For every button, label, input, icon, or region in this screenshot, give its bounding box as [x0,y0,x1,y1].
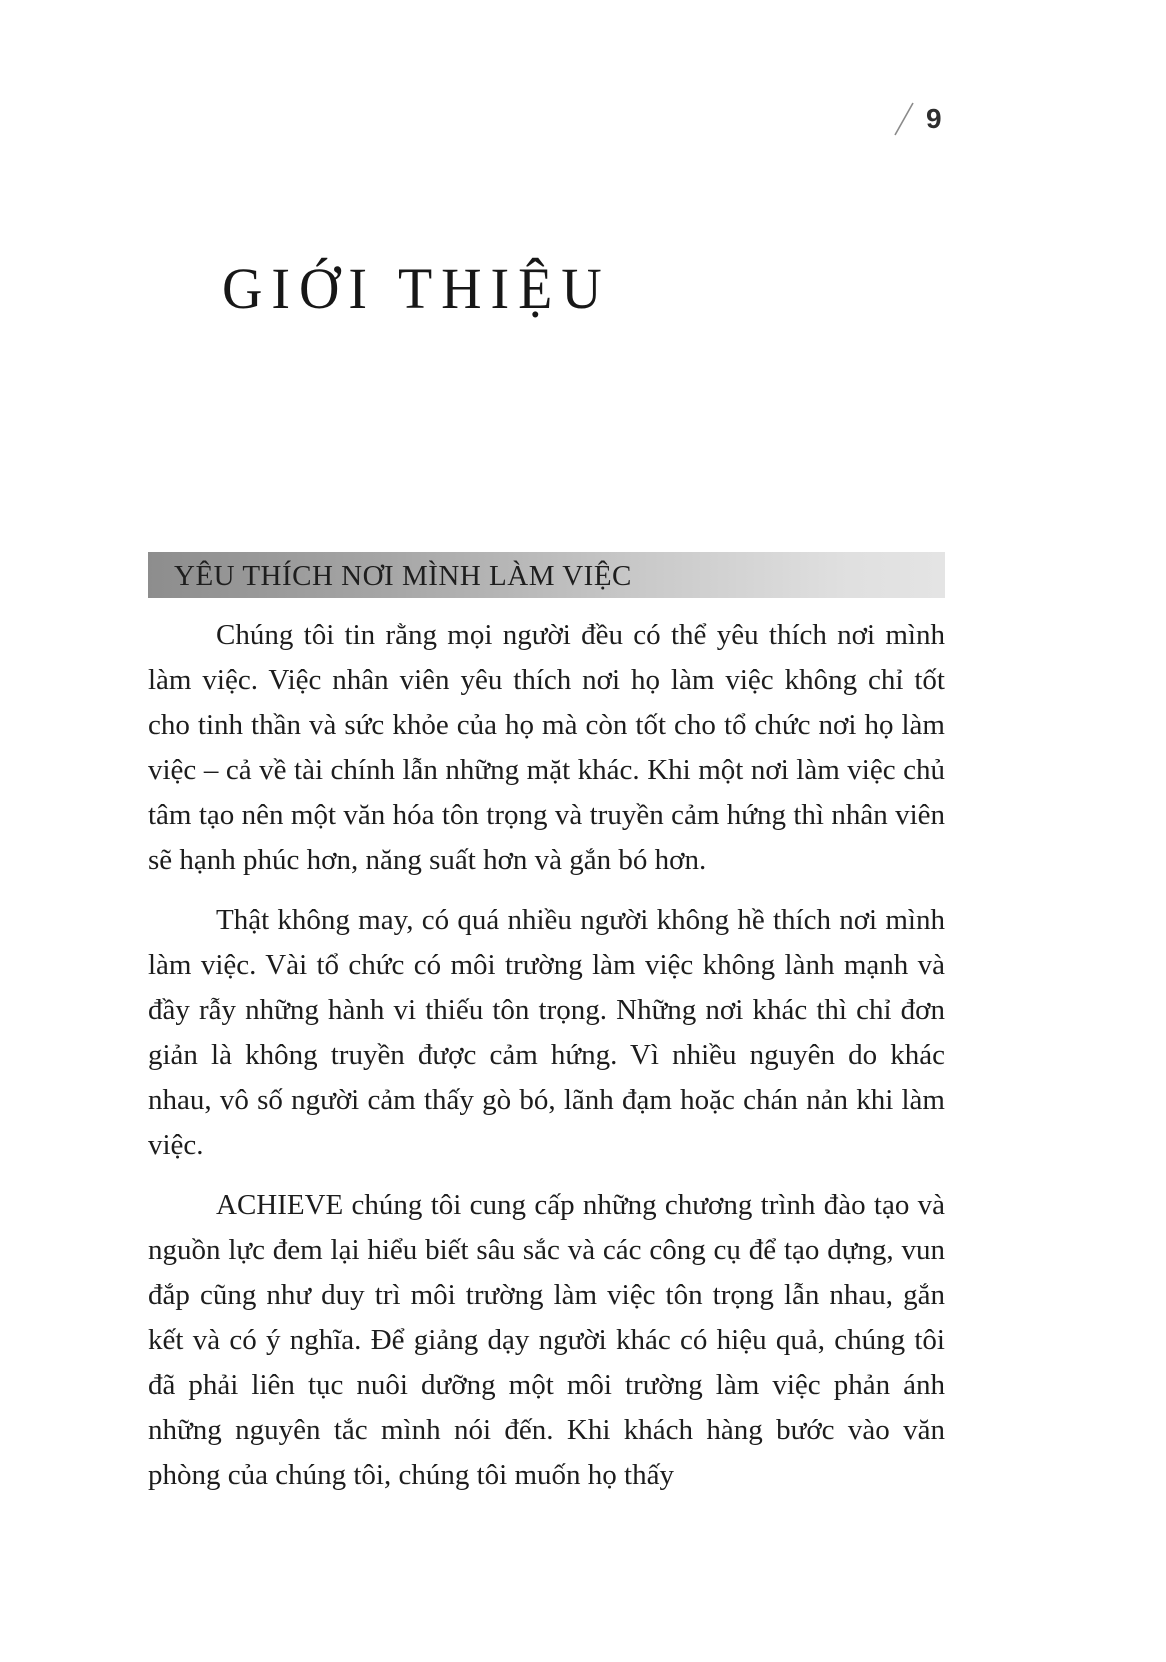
paragraph: Chúng tôi tin rằng mọi người đều có thể yêu thích nơi mình làm việc. Việc nhân viên yêu thích nơi họ làm việc không chỉ tốt cho tinh thần và sức khỏe của họ mà còn tốt cho tổ chức nơi họ làm việc – cả về tài chính lẫn những mặt khác. Khi một nơi làm việc chủ tâm tạo nên một văn hóa tôn trọng và truyền cảm hứng thì nhân viên sẽ hạnh phúc hơn, năng suất hơn và gắn bó hơn. [148,619,945,876]
page-number-row [894,102,942,136]
page-number: 9 [926,103,942,134]
paragraph: ACHIEVE chúng tôi cung cấp những chương trình đào tạo và nguồn lực đem lại hiểu biết sâu sắc và các công cụ để tạo dựng, vun đắp cũng như duy trì môi trường làm việc tôn trọng lẫn nhau, gắn kết và có ý nghĩa. Để giảng dạy người khác có hiệu quả, chúng tôi đã phải liên tục nuôi dưỡng một môi trường làm việc phản ánh những nguyên tắc mình nói đến. Khi khách hàng bước vào văn phòng của chúng tôi, chúng tôi muốn họ thấy [148,1189,945,1491]
section-banner [148,552,945,598]
chapter-title: GIỚI THIỆU [222,257,611,322]
paragraph: Thật không may, có quá nhiều người không hề thích nơi mình làm việc. Vài tổ chức có môi trường làm việc không lành mạnh và đầy rẫy những hành vi thiếu tôn trọng. Những nơi khác thì chỉ đơn giản là không truyền được cảm hứng. Vì nhiều nguyên do khác nhau, vô số người cảm thấy gò bó, lãnh đạm hoặc chán nản khi làm việc. [148,904,945,1161]
section-header-text: YÊU THÍCH NƠI MÌNH LÀM VIỆC [174,560,632,592]
page-slash-icon [894,102,914,136]
body-text [148,600,945,1513]
